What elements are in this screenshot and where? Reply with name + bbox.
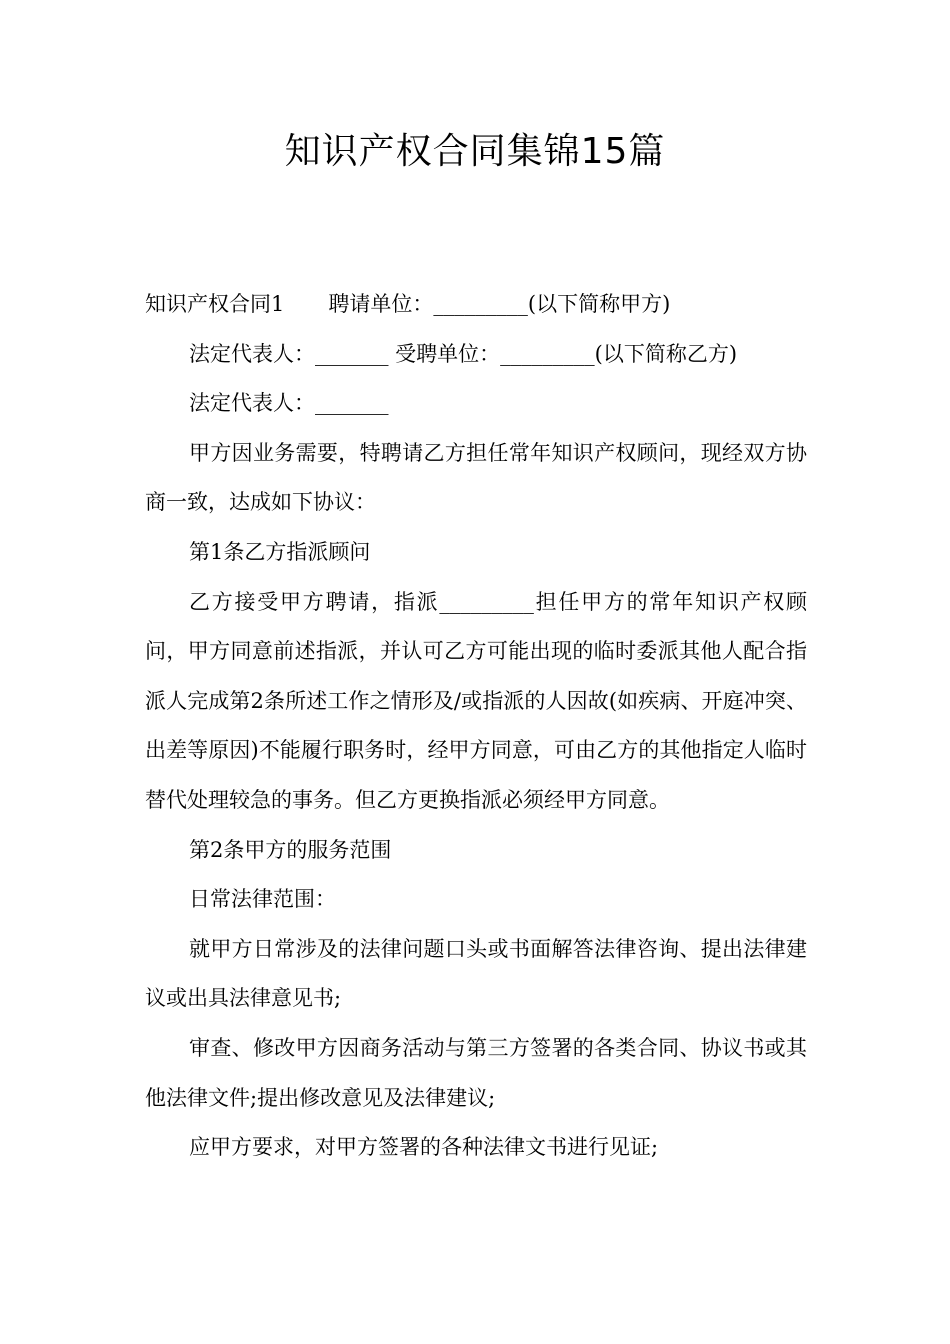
paragraph-article-1: 乙方接受甲方聘请，指派_________担任甲方的常年知识产权顾问，甲方同意前述指派，并认可乙方可能出现的临时委派其他人配合指派人完成第2条所述工作之情形及/或指派的人因故(如疾病、开庭冲突、出差等原因)不能履行职务时，经甲方同意，可由乙方的其他指定人临时替代处理较急的事务。但乙方更换指派必须经甲方同意。 (145, 589, 807, 812)
section-heading-article-1: 第1条乙方指派顾问 (189, 539, 371, 564)
section-heading-article-2: 第2条甲方的服务范围 (189, 837, 392, 862)
paragraph-scope-item-2: 审查、修改甲方因商务活动与第三方签署的各类合同、协议书或其他法律文件;提出修改意见及法律建议; (145, 1035, 807, 1110)
document-title: 知识产权合同集锦15篇 (284, 131, 666, 172)
contract-heading: 知识产权合同1 (145, 292, 285, 316)
paragraph-legal-rep-2: 法定代表人：_______ (189, 391, 389, 416)
paragraph-legal-rep-1: 法定代表人：_______ 受聘单位：_________(以下简称乙方) (189, 341, 738, 366)
employer-line: 聘请单位：_________(以下简称甲方) (328, 292, 671, 316)
document-body (145, 280, 807, 1173)
intro-line (145, 280, 807, 330)
paragraph-scope-item-1: 就甲方日常涉及的法律问题口头或书面解答法律咨询、提出法律建议或出具法律意见书; (145, 936, 807, 1011)
paragraph-scope-heading: 日常法律范围： (189, 887, 336, 912)
paragraph-preamble: 甲方因业务需要，特聘请乙方担任常年知识产权顾问，现经双方协商一致，达成如下协议： (145, 440, 807, 515)
paragraph-scope-item-3: 应甲方要求，对甲方签署的各种法律文书进行见证; (189, 1135, 659, 1160)
